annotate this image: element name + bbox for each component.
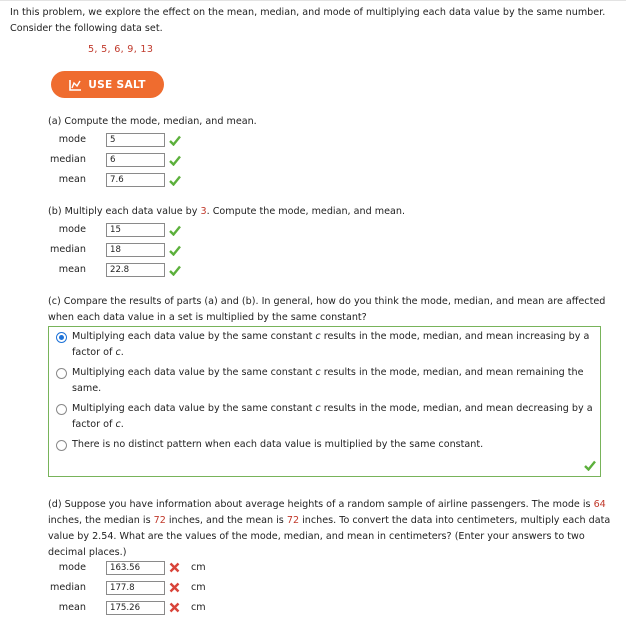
part-d-median-label: median bbox=[50, 582, 86, 593]
part-c-radio-option-3[interactable] bbox=[56, 404, 67, 415]
part-d-prompt: (d) Suppose you have information about average heights of a random sample of airline passengers. The mode is 64 inches, the median is 72 inches, and the mean is 72 inches. To convert the data into centimeters, multiply each data value by 2.54. What are the values of the mode, median, and mean in centimeters? (Enter your answers to two decimal places.) bbox=[48, 499, 611, 558]
part-b-multiplier: 3 bbox=[200, 206, 207, 217]
part-c-radio-option-4[interactable] bbox=[56, 440, 67, 451]
part-b-median-input[interactable]: 18 bbox=[106, 243, 165, 257]
correct-check-icon bbox=[169, 175, 181, 186]
part-d-mode-label: mode bbox=[58, 562, 86, 573]
part-a-median-label: median bbox=[50, 154, 86, 165]
part-a-prompt: (a) Compute the mode, median, and mean. bbox=[48, 116, 257, 127]
problem-intro: In this problem, we explore the effect on the mean, median, and mode of multiplying each data value by the same number. Consider the following data set. bbox=[10, 7, 606, 34]
part-d-mode-input[interactable]: 163.56 bbox=[106, 561, 165, 575]
correct-check-icon bbox=[169, 245, 181, 256]
part-a-median-input[interactable]: 6 bbox=[106, 153, 165, 167]
part-c-radio-option-2[interactable] bbox=[56, 368, 67, 379]
part-a-mode-label: mode bbox=[58, 134, 86, 145]
correct-check-icon bbox=[169, 135, 181, 146]
part-b-mean-input[interactable]: 22.8 bbox=[106, 263, 165, 277]
part-c-prompt: (c) Compare the results of parts (a) and (b). In general, how do you think the mode, median, and mean are affected when each data value in a set is multiplied by the same constant? bbox=[48, 296, 606, 323]
use-salt-label: USE SALT bbox=[88, 78, 146, 91]
data-set: 5, 5, 6, 9, 13 bbox=[88, 44, 154, 55]
use-salt-button[interactable] bbox=[51, 71, 164, 98]
part-c-option-1-text[interactable]: Multiplying each data value by the same constant c results in the mode, median, and mean increasing by a factor of c. bbox=[72, 331, 590, 358]
top-divider bbox=[0, 0, 626, 1]
part-d-median-unit: cm bbox=[191, 582, 206, 593]
correct-check-icon bbox=[169, 265, 181, 276]
correct-check-icon bbox=[169, 225, 181, 236]
part-c-option-3-text[interactable]: Multiplying each data value by the same constant c results in the mode, median, and mean decreasing by a factor of c. bbox=[72, 403, 593, 430]
part-d-mean-unit: cm bbox=[191, 602, 206, 613]
part-a-mean-label: mean bbox=[58, 174, 86, 185]
part-d-mode-unit: cm bbox=[191, 562, 206, 573]
part-d-mean-label: mean bbox=[58, 602, 86, 613]
part-d-median-input[interactable]: 177.8 bbox=[106, 581, 165, 595]
part-c-radio-option-1[interactable] bbox=[56, 332, 67, 343]
incorrect-x-icon bbox=[169, 562, 180, 573]
incorrect-x-icon bbox=[169, 582, 180, 593]
part-d-mean-input[interactable]: 175.26 bbox=[106, 601, 165, 615]
part-b-mode-label: mode bbox=[58, 224, 86, 235]
part-b-prompt: (b) Multiply each data value by 3. Compute the mode, median, and mean. bbox=[48, 206, 406, 217]
part-b-median-label: median bbox=[50, 244, 86, 255]
part-b-mean-label: mean bbox=[58, 264, 86, 275]
correct-check-icon bbox=[584, 460, 596, 471]
part-a-mode-input[interactable]: 5 bbox=[106, 133, 165, 147]
part-c-option-4-text[interactable]: There is no distinct pattern when each data value is multiplied by the same constant. bbox=[72, 439, 484, 450]
salt-icon bbox=[69, 79, 82, 91]
part-a-mean-input[interactable]: 7.6 bbox=[106, 173, 165, 187]
part-b-mode-input[interactable]: 15 bbox=[106, 223, 165, 237]
incorrect-x-icon bbox=[169, 602, 180, 613]
part-c-option-2-text[interactable]: Multiplying each data value by the same constant c results in the mode, median, and mean remaining the same. bbox=[72, 367, 584, 394]
correct-check-icon bbox=[169, 155, 181, 166]
